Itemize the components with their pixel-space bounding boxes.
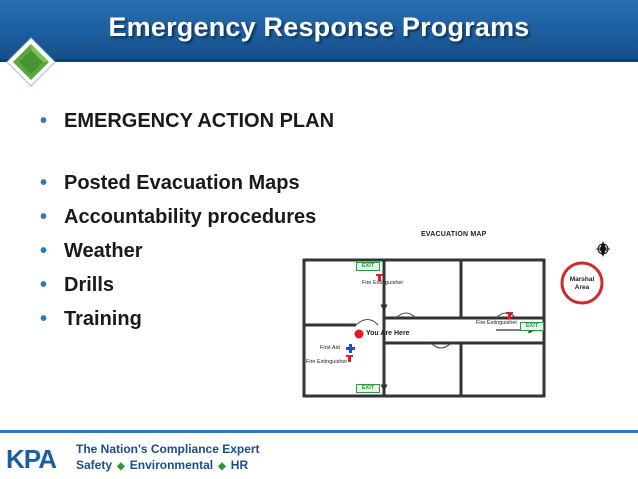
footer-divider bbox=[0, 430, 638, 433]
tagline-main: The Nation's Compliance Expert bbox=[76, 442, 260, 456]
diamond-logo-icon bbox=[5, 36, 57, 88]
bullet-dot-icon: • bbox=[40, 240, 48, 262]
bullet-dot-icon: • bbox=[40, 274, 48, 296]
bullet-item: • Drills bbox=[40, 274, 115, 296]
tagline-items: Safety ◆ Environmental ◆ HR bbox=[76, 458, 249, 472]
kpa-logo: KPA bbox=[6, 444, 56, 474]
fire-extinguisher-label: Fire Extinguisher bbox=[306, 359, 348, 365]
diamond-separator-icon: ◆ bbox=[218, 461, 226, 472]
fire-extinguisher-label: Fire Extinguisher bbox=[362, 280, 404, 286]
bullet-dot-icon: • bbox=[40, 206, 48, 228]
diamond-separator-icon: ◆ bbox=[117, 461, 125, 472]
marshal-area-label: Marshal Area bbox=[569, 276, 595, 291]
bullet-item: • Posted Evacuation Maps bbox=[40, 172, 300, 194]
compass-north-label: N bbox=[601, 245, 606, 251]
bullet-item: • Weather bbox=[40, 240, 143, 262]
map-title: EVACUATION MAP bbox=[421, 231, 487, 238]
bullet-dot-icon: • bbox=[40, 172, 48, 194]
evacuation-map bbox=[296, 228, 626, 410]
bullet-dot-icon: • bbox=[40, 110, 48, 132]
bullet-dot-icon: • bbox=[40, 308, 48, 330]
bullet-item: • Accountability procedures bbox=[40, 206, 317, 228]
fire-extinguisher-label: Fire Extinguisher bbox=[476, 320, 518, 326]
floor-plan-drawing bbox=[296, 228, 626, 410]
exit-sign-right: EXIT bbox=[520, 322, 544, 331]
exit-sign-bottom: EXIT bbox=[356, 384, 380, 393]
title-bar bbox=[0, 0, 638, 62]
bullet-item: • EMERGENCY ACTION PLAN bbox=[40, 110, 335, 132]
exit-sign-top: EXIT bbox=[356, 262, 380, 271]
page-title: Emergency Response Programs bbox=[108, 12, 530, 42]
first-aid-label: First Aid bbox=[320, 345, 340, 351]
you-are-here-label: You Are Here bbox=[366, 330, 410, 337]
bullet-item: • Training bbox=[40, 308, 142, 330]
